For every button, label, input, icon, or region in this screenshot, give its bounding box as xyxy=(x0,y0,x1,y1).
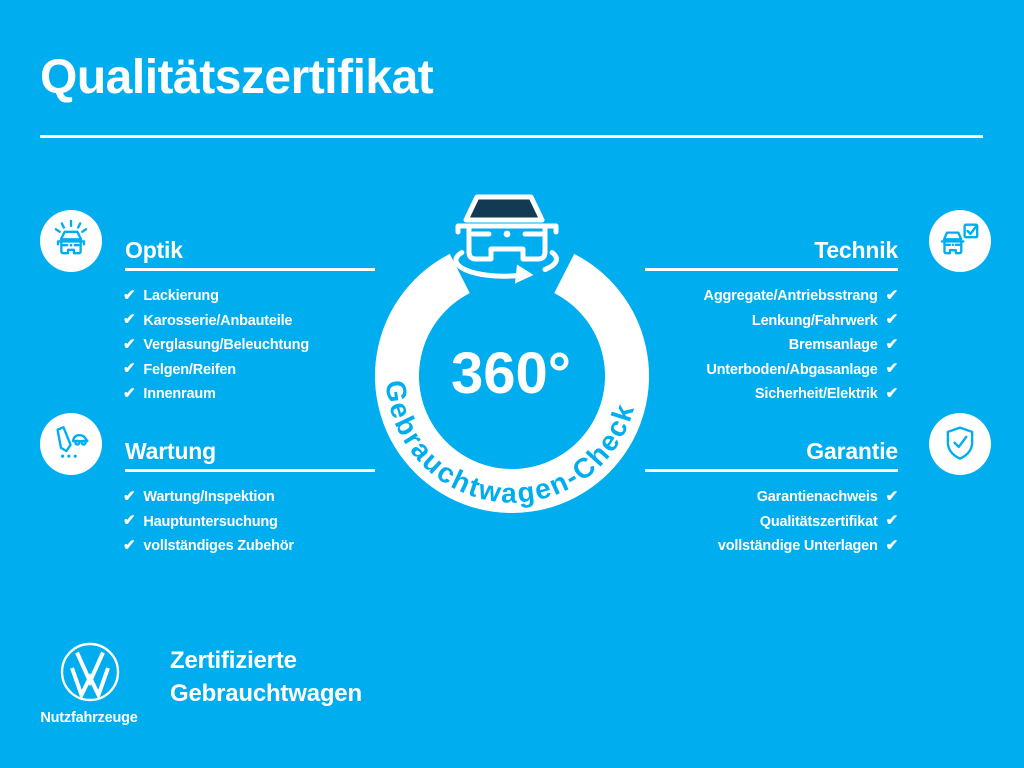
check-icon: ✔ xyxy=(123,286,136,304)
section-title-garantie: Garantie xyxy=(806,438,898,464)
check-icon: ✔ xyxy=(885,487,898,505)
check-icon: ✔ xyxy=(123,384,136,402)
checklist-item-label: Lenkung/Fahrwerk xyxy=(751,312,878,329)
check-icon: ✔ xyxy=(123,311,136,329)
section-title-technik: Technik xyxy=(814,237,898,263)
vw-logo xyxy=(59,641,121,703)
checklist-item-label: Lackierung xyxy=(143,288,219,305)
section-title-wartung: Wartung xyxy=(125,438,217,464)
checklist-item-label: Innenraum xyxy=(143,386,216,403)
section-title-optik: Optik xyxy=(125,237,183,263)
footer-tagline xyxy=(170,645,362,710)
check-icon: ✔ xyxy=(123,536,136,554)
check-icon: ✔ xyxy=(885,335,898,353)
check-icon: ✔ xyxy=(123,512,136,530)
checklist-item-label: Hauptuntersuchung xyxy=(143,513,278,530)
checklist-item-label: Verglasung/Beleuchtung xyxy=(143,337,309,354)
footer-tagline-line1: Zertifizierte xyxy=(170,647,297,674)
logo-caption: Nutzfahrzeuge xyxy=(40,710,138,726)
checklist-item-label: Unterboden/Abgasanlage xyxy=(706,361,878,378)
check-icon: ✔ xyxy=(885,536,898,554)
ring-label: Gebrauchtwagen-Check xyxy=(379,378,641,509)
page-title: Qualitätszertifikat xyxy=(40,51,434,104)
check-icon: ✔ xyxy=(885,360,898,378)
checklist-item-label: vollständiges Zubehör xyxy=(143,538,294,555)
checklist-item-label: vollständige Unterlagen xyxy=(717,538,878,555)
checklist-item-label: Wartung/Inspektion xyxy=(143,489,275,506)
checklist-item-label: Sicherheit/Elektrik xyxy=(754,386,878,403)
check-icon: ✔ xyxy=(123,335,136,353)
check-icon: ✔ xyxy=(123,487,136,505)
checklist-item-label: Aggregate/Antriebsstrang xyxy=(703,288,878,305)
check-icon: ✔ xyxy=(885,384,898,402)
check-icon: ✔ xyxy=(885,311,898,329)
check-icon: ✔ xyxy=(885,512,898,530)
check-icon: ✔ xyxy=(123,360,136,378)
check-icon: ✔ xyxy=(885,286,898,304)
footer-tagline-line2: Gebrauchtwagen xyxy=(170,679,362,707)
checklist-item-label: Karosserie/Anbauteile xyxy=(143,312,293,329)
checklist-item-label: Garantienachweis xyxy=(756,489,878,506)
checklist-item-label: Felgen/Reifen xyxy=(143,361,236,378)
checklist-item-label: Bremsanlage xyxy=(788,337,878,354)
checklist-item-label: Qualitätszertifikat xyxy=(759,513,878,530)
van-rotation-360-icon xyxy=(456,197,557,284)
degrees-label: 360° xyxy=(451,341,571,406)
